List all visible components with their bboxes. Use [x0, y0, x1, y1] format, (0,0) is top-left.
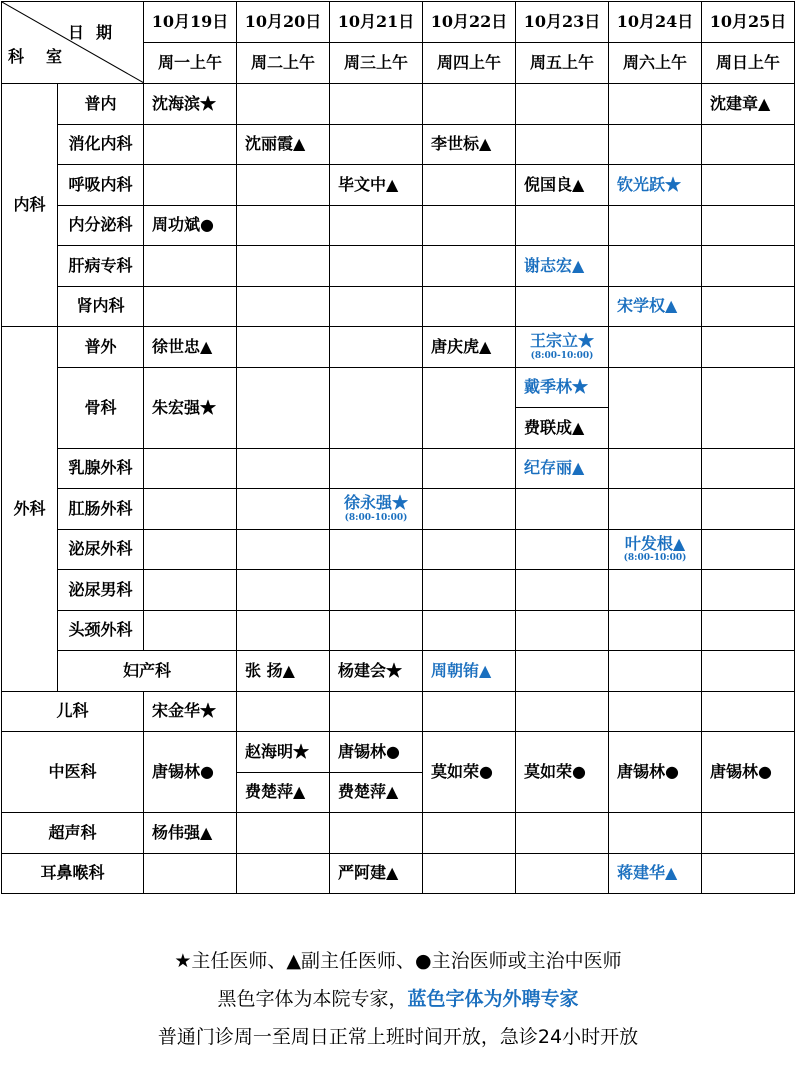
- empty-cell: [702, 205, 795, 246]
- legend-external-note: 蓝色字体为外聘专家: [407, 988, 579, 1010]
- empty-cell: [237, 813, 330, 854]
- doctor-cell: 费联成▲: [516, 408, 609, 449]
- weekday-header: 周二上午: [237, 43, 330, 84]
- empty-cell: [702, 570, 795, 611]
- empty-cell: [144, 489, 237, 530]
- doctor-cell: 沈建章▲: [702, 84, 795, 125]
- empty-cell: [423, 367, 516, 448]
- empty-cell: [144, 448, 237, 489]
- empty-cell: [609, 205, 702, 246]
- group-label-neike: 内科: [2, 84, 58, 327]
- group-label-fuchan: 妇产科: [58, 651, 237, 692]
- empty-cell: [702, 651, 795, 692]
- doctor-cell: 倪国良▲: [516, 165, 609, 206]
- doctor-cell: 严阿建▲: [330, 853, 423, 894]
- group-label-zhongyi: 中医科: [2, 732, 144, 813]
- dept-label: 呼吸内科: [58, 165, 144, 206]
- doctor-name: 王宗立★: [529, 331, 594, 350]
- empty-cell: [609, 124, 702, 165]
- group-label-erke: 儿科: [2, 691, 144, 732]
- empty-cell: [330, 691, 423, 732]
- empty-cell: [423, 165, 516, 206]
- empty-cell: [609, 448, 702, 489]
- empty-cell: [702, 165, 795, 206]
- empty-cell: [702, 489, 795, 530]
- date-header: 10月23日: [516, 2, 609, 43]
- empty-cell: [330, 286, 423, 327]
- empty-cell: [423, 610, 516, 651]
- corner-diagonal: [2, 2, 144, 83]
- dept-label: 泌尿外科: [58, 529, 144, 570]
- empty-cell: [330, 570, 423, 611]
- doctor-cell-external: 宋学权▲: [609, 286, 702, 327]
- empty-cell: [330, 327, 423, 368]
- empty-cell: [330, 367, 423, 448]
- doctor-cell-external: 钦光跃★: [609, 165, 702, 206]
- empty-cell: [516, 813, 609, 854]
- doctor-cell: 唐庆虎▲: [423, 327, 516, 368]
- empty-cell: [609, 367, 702, 448]
- doctor-cell: 徐世忠▲: [144, 327, 237, 368]
- doctor-cell: 朱宏强★: [144, 367, 237, 448]
- doctor-cell: 沈丽霞▲: [237, 124, 330, 165]
- empty-cell: [702, 448, 795, 489]
- empty-cell: [237, 367, 330, 448]
- legend-internal-note: 黑色字体为本院专家，: [217, 988, 408, 1010]
- doctor-cell: 赵海明★: [237, 732, 330, 773]
- empty-cell: [702, 853, 795, 894]
- empty-cell: [609, 489, 702, 530]
- empty-cell: [609, 246, 702, 287]
- doctor-cell: 杨伟强▲: [144, 813, 237, 854]
- doctor-cell-external: 蒋建华▲: [609, 853, 702, 894]
- dept-label: 肾内科: [58, 286, 144, 327]
- empty-cell: [237, 853, 330, 894]
- empty-cell: [609, 691, 702, 732]
- empty-cell: [330, 813, 423, 854]
- dept-label: 普外: [58, 327, 144, 368]
- empty-cell: [237, 286, 330, 327]
- empty-cell: [237, 610, 330, 651]
- doctor-name: 叶发根▲: [624, 533, 686, 553]
- empty-cell: [423, 448, 516, 489]
- empty-cell: [237, 691, 330, 732]
- empty-cell: [144, 529, 237, 570]
- empty-cell: [423, 205, 516, 246]
- group-label-erbihou: 耳鼻喉科: [2, 853, 144, 894]
- empty-cell: [144, 610, 237, 651]
- doctor-cell-external: [609, 529, 702, 570]
- empty-cell: [237, 327, 330, 368]
- weekday-header: 周一上午: [144, 43, 237, 84]
- empty-cell: [423, 570, 516, 611]
- doctor-cell: 李世标▲: [423, 124, 516, 165]
- empty-cell: [144, 286, 237, 327]
- empty-cell: [330, 529, 423, 570]
- empty-cell: [609, 570, 702, 611]
- doctor-cell: 唐锡林●: [609, 732, 702, 813]
- empty-cell: [144, 246, 237, 287]
- weekday-header: 周六上午: [609, 43, 702, 84]
- empty-cell: [516, 286, 609, 327]
- time-note: (8:00-10:00): [530, 350, 594, 361]
- empty-cell: [423, 529, 516, 570]
- empty-cell: [516, 529, 609, 570]
- empty-cell: [423, 246, 516, 287]
- date-header: 10月21日: [330, 2, 423, 43]
- weekday-header: 周三上午: [330, 43, 423, 84]
- doctor-cell-external: [516, 327, 609, 368]
- empty-cell: [702, 691, 795, 732]
- empty-cell: [330, 246, 423, 287]
- empty-cell: [516, 205, 609, 246]
- legend-color-key: [0, 980, 796, 1018]
- doctor-cell: 唐锡林●: [330, 732, 423, 773]
- doctor-cell-external: [330, 489, 423, 530]
- legend: [0, 942, 796, 1056]
- doctor-cell: 周功斌●: [144, 205, 237, 246]
- empty-cell: [702, 327, 795, 368]
- empty-cell: [237, 489, 330, 530]
- doctor-cell: 莫如荣●: [423, 732, 516, 813]
- empty-cell: [423, 691, 516, 732]
- date-header: 10月22日: [423, 2, 516, 43]
- doctor-cell-external: 戴季林★: [516, 367, 609, 408]
- doctor-cell-external: 周朝铕▲: [423, 651, 516, 692]
- empty-cell: [237, 570, 330, 611]
- weekday-header: 周五上午: [516, 43, 609, 84]
- doctor-cell: 费楚萍▲: [237, 772, 330, 813]
- empty-cell: [330, 610, 423, 651]
- legend-hours-note: 普通门诊周一至周日正常上班时间开放，急诊24小时开放: [157, 1026, 639, 1048]
- empty-cell: [516, 610, 609, 651]
- empty-cell: [702, 529, 795, 570]
- empty-cell: [516, 124, 609, 165]
- empty-cell: [423, 853, 516, 894]
- empty-cell: [330, 448, 423, 489]
- empty-cell: [609, 813, 702, 854]
- empty-cell: [516, 651, 609, 692]
- dept-label: 骨科: [58, 367, 144, 448]
- empty-cell: [237, 165, 330, 206]
- empty-cell: [609, 84, 702, 125]
- empty-cell: [330, 124, 423, 165]
- empty-cell: [702, 813, 795, 854]
- doctor-cell: 宋金华★: [144, 691, 237, 732]
- date-header: 10月20日: [237, 2, 330, 43]
- doctor-name: 徐永强★: [343, 493, 408, 512]
- empty-cell: [144, 570, 237, 611]
- empty-cell: [516, 570, 609, 611]
- empty-cell: [702, 246, 795, 287]
- empty-cell: [516, 84, 609, 125]
- dept-label: 消化内科: [58, 124, 144, 165]
- empty-cell: [516, 489, 609, 530]
- empty-cell: [423, 84, 516, 125]
- doctor-cell-external: 谢志宏▲: [516, 246, 609, 287]
- weekday-header: 周日上午: [702, 43, 795, 84]
- schedule-table: [1, 1, 795, 894]
- empty-cell: [702, 286, 795, 327]
- doctor-cell: 毕文中▲: [330, 165, 423, 206]
- dept-label: 内分泌科: [58, 205, 144, 246]
- empty-cell: [609, 651, 702, 692]
- empty-cell: [144, 853, 237, 894]
- empty-cell: [516, 691, 609, 732]
- doctor-cell: 杨建会★: [330, 651, 423, 692]
- time-note: (8:00-10:00): [623, 553, 687, 564]
- dept-label: 乳腺外科: [58, 448, 144, 489]
- doctor-cell-external: 纪存丽▲: [516, 448, 609, 489]
- doctor-cell: 莫如荣●: [516, 732, 609, 813]
- empty-cell: [609, 327, 702, 368]
- empty-cell: [423, 489, 516, 530]
- corner-date-label: 日期: [68, 23, 125, 42]
- time-note: (8:00-10:00): [344, 512, 408, 523]
- empty-cell: [144, 124, 237, 165]
- empty-cell: [237, 246, 330, 287]
- dept-label: 泌尿男科: [58, 570, 144, 611]
- empty-cell: [330, 205, 423, 246]
- empty-cell: [330, 84, 423, 125]
- date-header: 10月24日: [609, 2, 702, 43]
- doctor-cell: 张 扬▲: [237, 651, 330, 692]
- empty-cell: [423, 286, 516, 327]
- corner-dept-label: 科室: [8, 47, 85, 66]
- dept-label: 肛肠外科: [58, 489, 144, 530]
- group-label-waike: 外科: [2, 327, 58, 692]
- empty-cell: [237, 205, 330, 246]
- doctor-cell: 沈海滨★: [144, 84, 237, 125]
- doctor-cell: 费楚萍▲: [330, 772, 423, 813]
- doctor-cell: 唐锡林●: [144, 732, 237, 813]
- empty-cell: [702, 124, 795, 165]
- dept-label: 普内: [58, 84, 144, 125]
- legend-title-key: ★主任医师、▲副主任医师、●主治医师或主治中医师: [174, 950, 622, 972]
- empty-cell: [516, 853, 609, 894]
- empty-cell: [609, 610, 702, 651]
- dept-label: 肝病专科: [58, 246, 144, 287]
- weekday-header: 周四上午: [423, 43, 516, 84]
- date-header: 10月25日: [702, 2, 795, 43]
- empty-cell: [702, 610, 795, 651]
- empty-cell: [237, 529, 330, 570]
- empty-cell: [423, 813, 516, 854]
- date-header: 10月19日: [144, 2, 237, 43]
- empty-cell: [237, 448, 330, 489]
- doctor-cell: 唐锡林●: [702, 732, 795, 813]
- empty-cell: [237, 84, 330, 125]
- empty-cell: [702, 367, 795, 448]
- dept-label: 头颈外科: [58, 610, 144, 651]
- corner-header: [2, 2, 144, 84]
- group-label-chaosheng: 超声科: [2, 813, 144, 854]
- empty-cell: [144, 165, 237, 206]
